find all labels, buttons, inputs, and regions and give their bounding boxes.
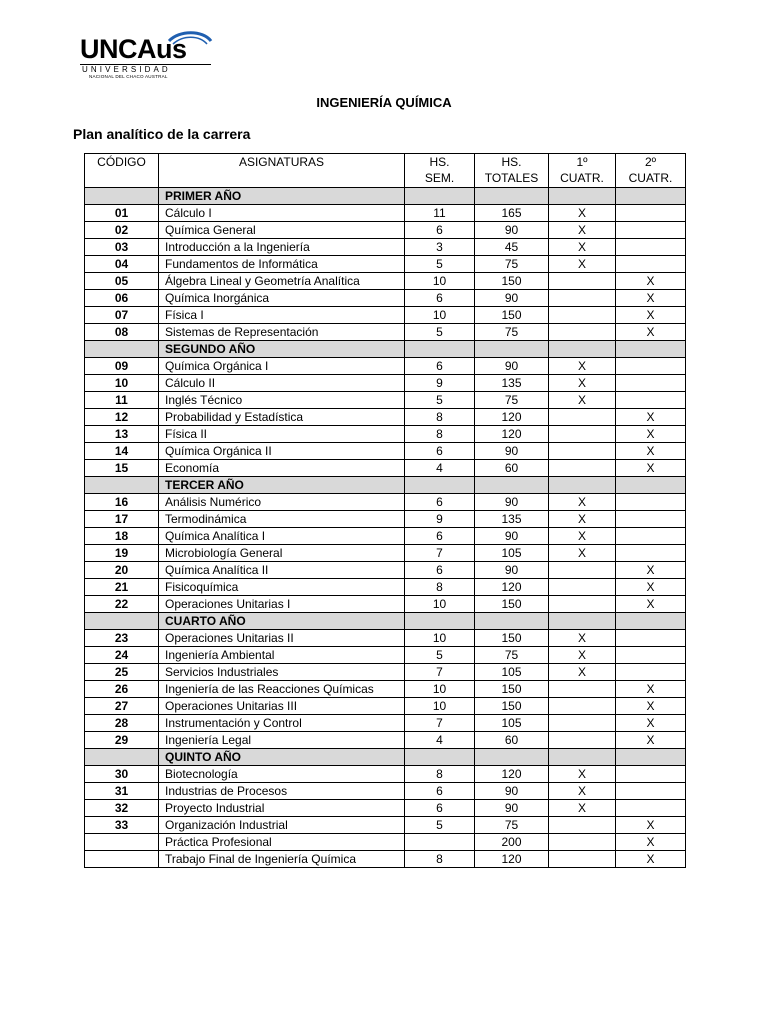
section-empty-cell	[549, 749, 616, 766]
course-code	[85, 851, 159, 868]
weekly-hours: 8	[405, 426, 475, 443]
first-term-mark: X	[549, 256, 616, 273]
section-empty-cell	[475, 188, 549, 205]
course-code: 10	[85, 375, 159, 392]
second-term-mark: X	[616, 732, 686, 749]
total-hours: 60	[475, 732, 549, 749]
table-row	[85, 239, 686, 256]
table-row	[85, 494, 686, 511]
course-name: Proyecto Industrial	[159, 800, 405, 817]
section-empty-cell	[616, 749, 686, 766]
course-name: Física I	[159, 307, 405, 324]
section-code-cell	[85, 188, 159, 205]
page-subtitle: Plan analítico de la carrera	[73, 126, 251, 142]
course-name: Introducción a la Ingeniería	[159, 239, 405, 256]
first-term-mark: X	[549, 494, 616, 511]
table-row	[85, 715, 686, 732]
table-row	[85, 409, 686, 426]
weekly-hours: 8	[405, 409, 475, 426]
course-code: 32	[85, 800, 159, 817]
weekly-hours: 4	[405, 732, 475, 749]
course-code: 06	[85, 290, 159, 307]
total-hours: 120	[475, 766, 549, 783]
second-term-mark	[616, 256, 686, 273]
table-row	[85, 290, 686, 307]
second-term-mark	[616, 358, 686, 375]
table-body	[85, 188, 686, 868]
table-row	[85, 375, 686, 392]
total-hours: 90	[475, 494, 549, 511]
section-empty-cell	[475, 477, 549, 494]
weekly-hours: 9	[405, 375, 475, 392]
course-name: Química Analítica II	[159, 562, 405, 579]
weekly-hours: 9	[405, 511, 475, 528]
total-hours: 90	[475, 528, 549, 545]
total-hours: 150	[475, 698, 549, 715]
course-code: 09	[85, 358, 159, 375]
first-term-mark	[549, 307, 616, 324]
total-hours: 90	[475, 358, 549, 375]
course-code: 19	[85, 545, 159, 562]
total-hours: 105	[475, 715, 549, 732]
course-name: Microbiología General	[159, 545, 405, 562]
course-name: Trabajo Final de Ingeniería Química	[159, 851, 405, 868]
table-row	[85, 664, 686, 681]
first-term-mark: X	[549, 766, 616, 783]
first-term-mark: X	[549, 239, 616, 256]
section-row	[85, 749, 686, 766]
section-title: CUARTO AÑO	[159, 613, 405, 630]
header-second-term: 2º CUATR.	[616, 154, 686, 188]
weekly-hours: 10	[405, 273, 475, 290]
weekly-hours: 6	[405, 358, 475, 375]
weekly-hours: 8	[405, 579, 475, 596]
section-empty-cell	[405, 341, 475, 358]
section-empty-cell	[549, 188, 616, 205]
first-term-mark	[549, 579, 616, 596]
course-code: 27	[85, 698, 159, 715]
logo-subtitle: UNIVERSIDAD	[82, 65, 171, 74]
weekly-hours: 6	[405, 222, 475, 239]
weekly-hours: 6	[405, 443, 475, 460]
total-hours: 90	[475, 783, 549, 800]
course-name: Álgebra Lineal y Geometría Analítica	[159, 273, 405, 290]
table-row	[85, 426, 686, 443]
course-code: 24	[85, 647, 159, 664]
course-name: Operaciones Unitarias III	[159, 698, 405, 715]
second-term-mark: X	[616, 290, 686, 307]
second-term-mark	[616, 528, 686, 545]
course-name: Operaciones Unitarias I	[159, 596, 405, 613]
section-empty-cell	[549, 613, 616, 630]
section-title: QUINTO AÑO	[159, 749, 405, 766]
section-empty-cell	[475, 341, 549, 358]
second-term-mark: X	[616, 324, 686, 341]
table-row	[85, 817, 686, 834]
total-hours: 75	[475, 647, 549, 664]
second-term-mark: X	[616, 443, 686, 460]
table-header-row	[85, 154, 686, 188]
course-code: 14	[85, 443, 159, 460]
total-hours: 150	[475, 630, 549, 647]
table-row	[85, 273, 686, 290]
weekly-hours: 10	[405, 596, 475, 613]
section-code-cell	[85, 749, 159, 766]
section-row	[85, 341, 686, 358]
first-term-mark: X	[549, 222, 616, 239]
total-hours: 75	[475, 392, 549, 409]
course-name: Cálculo II	[159, 375, 405, 392]
course-code	[85, 834, 159, 851]
header-hours-total: HS. TOTALES	[475, 154, 549, 188]
table-row	[85, 681, 686, 698]
first-term-mark	[549, 409, 616, 426]
second-term-mark	[616, 783, 686, 800]
course-name: Física II	[159, 426, 405, 443]
weekly-hours: 6	[405, 562, 475, 579]
second-term-mark	[616, 392, 686, 409]
first-term-mark	[549, 460, 616, 477]
first-term-mark: X	[549, 647, 616, 664]
section-row	[85, 477, 686, 494]
second-term-mark	[616, 511, 686, 528]
second-term-mark: X	[616, 698, 686, 715]
second-term-mark	[616, 800, 686, 817]
course-code: 02	[85, 222, 159, 239]
second-term-mark: X	[616, 715, 686, 732]
course-code: 13	[85, 426, 159, 443]
course-code: 29	[85, 732, 159, 749]
course-name: Cálculo I	[159, 205, 405, 222]
first-term-mark	[549, 443, 616, 460]
first-term-mark: X	[549, 375, 616, 392]
table-row	[85, 783, 686, 800]
weekly-hours: 10	[405, 698, 475, 715]
total-hours: 90	[475, 562, 549, 579]
course-code: 15	[85, 460, 159, 477]
first-term-mark: X	[549, 392, 616, 409]
first-term-mark	[549, 698, 616, 715]
table-row	[85, 596, 686, 613]
total-hours: 200	[475, 834, 549, 851]
table-row	[85, 732, 686, 749]
second-term-mark: X	[616, 834, 686, 851]
total-hours: 120	[475, 579, 549, 596]
second-term-mark: X	[616, 817, 686, 834]
first-term-mark: X	[549, 783, 616, 800]
first-term-mark	[549, 596, 616, 613]
first-term-mark: X	[549, 800, 616, 817]
header-code: CÓDIGO	[85, 154, 159, 188]
course-name: Industrias de Procesos	[159, 783, 405, 800]
study-plan-table	[84, 153, 686, 868]
weekly-hours: 5	[405, 324, 475, 341]
first-term-mark: X	[549, 545, 616, 562]
first-term-mark: X	[549, 630, 616, 647]
course-code: 07	[85, 307, 159, 324]
table-row	[85, 579, 686, 596]
course-code: 20	[85, 562, 159, 579]
header-hours-week: HS. SEM.	[405, 154, 475, 188]
section-empty-cell	[405, 749, 475, 766]
table-row	[85, 222, 686, 239]
second-term-mark: X	[616, 681, 686, 698]
second-term-mark	[616, 766, 686, 783]
section-empty-cell	[616, 341, 686, 358]
course-code: 21	[85, 579, 159, 596]
course-name: Operaciones Unitarias II	[159, 630, 405, 647]
first-term-mark	[549, 324, 616, 341]
first-term-mark	[549, 426, 616, 443]
course-name: Ingeniería de las Reacciones Químicas	[159, 681, 405, 698]
second-term-mark	[616, 494, 686, 511]
course-name: Fundamentos de Informática	[159, 256, 405, 273]
second-term-mark: X	[616, 460, 686, 477]
header-subject: ASIGNATURAS	[159, 154, 405, 188]
weekly-hours: 3	[405, 239, 475, 256]
weekly-hours: 10	[405, 307, 475, 324]
table-row	[85, 766, 686, 783]
first-term-mark: X	[549, 358, 616, 375]
table-row	[85, 443, 686, 460]
weekly-hours: 8	[405, 851, 475, 868]
weekly-hours: 7	[405, 715, 475, 732]
second-term-mark	[616, 630, 686, 647]
total-hours: 135	[475, 511, 549, 528]
university-logo	[80, 35, 220, 81]
section-empty-cell	[405, 613, 475, 630]
total-hours: 150	[475, 307, 549, 324]
total-hours: 90	[475, 222, 549, 239]
total-hours: 105	[475, 664, 549, 681]
first-term-mark: X	[549, 528, 616, 545]
first-term-mark	[549, 834, 616, 851]
section-empty-cell	[475, 613, 549, 630]
second-term-mark	[616, 647, 686, 664]
section-code-cell	[85, 341, 159, 358]
total-hours: 75	[475, 256, 549, 273]
total-hours: 120	[475, 426, 549, 443]
section-empty-cell	[616, 613, 686, 630]
first-term-mark: X	[549, 511, 616, 528]
total-hours: 90	[475, 800, 549, 817]
table-row	[85, 511, 686, 528]
section-code-cell	[85, 477, 159, 494]
course-code: 03	[85, 239, 159, 256]
weekly-hours: 7	[405, 664, 475, 681]
course-code: 23	[85, 630, 159, 647]
weekly-hours: 5	[405, 817, 475, 834]
course-code: 12	[85, 409, 159, 426]
course-name: Química Analítica I	[159, 528, 405, 545]
table-row	[85, 528, 686, 545]
second-term-mark: X	[616, 409, 686, 426]
second-term-mark: X	[616, 426, 686, 443]
total-hours: 105	[475, 545, 549, 562]
section-row	[85, 613, 686, 630]
total-hours: 75	[475, 324, 549, 341]
first-term-mark	[549, 681, 616, 698]
table-row	[85, 647, 686, 664]
weekly-hours: 5	[405, 256, 475, 273]
total-hours: 75	[475, 817, 549, 834]
weekly-hours: 6	[405, 290, 475, 307]
second-term-mark: X	[616, 596, 686, 613]
course-code: 33	[85, 817, 159, 834]
course-name: Economía	[159, 460, 405, 477]
course-code: 28	[85, 715, 159, 732]
total-hours: 150	[475, 596, 549, 613]
course-name: Práctica Profesional	[159, 834, 405, 851]
course-name: Probabilidad y Estadística	[159, 409, 405, 426]
course-name: Química Inorgánica	[159, 290, 405, 307]
course-code: 16	[85, 494, 159, 511]
course-name: Fisicoquímica	[159, 579, 405, 596]
second-term-mark: X	[616, 851, 686, 868]
section-empty-cell	[405, 188, 475, 205]
total-hours: 90	[475, 290, 549, 307]
course-name: Química Orgánica I	[159, 358, 405, 375]
course-code: 26	[85, 681, 159, 698]
table-row	[85, 800, 686, 817]
table-row	[85, 630, 686, 647]
section-title: TERCER AÑO	[159, 477, 405, 494]
first-term-mark	[549, 562, 616, 579]
page-title: INGENIERÍA QUÍMICA	[316, 95, 452, 110]
second-term-mark: X	[616, 579, 686, 596]
course-code: 31	[85, 783, 159, 800]
course-name: Servicios Industriales	[159, 664, 405, 681]
course-code: 11	[85, 392, 159, 409]
table-row	[85, 205, 686, 222]
table-row	[85, 460, 686, 477]
total-hours: 90	[475, 443, 549, 460]
first-term-mark	[549, 851, 616, 868]
table-row	[85, 545, 686, 562]
weekly-hours: 5	[405, 392, 475, 409]
table-row	[85, 698, 686, 715]
first-term-mark	[549, 290, 616, 307]
section-title: SEGUNDO AÑO	[159, 341, 405, 358]
section-row	[85, 188, 686, 205]
second-term-mark: X	[616, 562, 686, 579]
weekly-hours: 10	[405, 630, 475, 647]
course-name: Análisis Numérico	[159, 494, 405, 511]
course-code: 08	[85, 324, 159, 341]
table-row	[85, 256, 686, 273]
course-name: Química General	[159, 222, 405, 239]
section-empty-cell	[549, 341, 616, 358]
course-code: 30	[85, 766, 159, 783]
second-term-mark	[616, 375, 686, 392]
header-first-term: 1º CUATR.	[549, 154, 616, 188]
weekly-hours	[405, 834, 475, 851]
first-term-mark	[549, 715, 616, 732]
second-term-mark	[616, 545, 686, 562]
weekly-hours: 4	[405, 460, 475, 477]
second-term-mark	[616, 222, 686, 239]
second-term-mark	[616, 239, 686, 256]
course-name: Instrumentación y Control	[159, 715, 405, 732]
course-name: Química Orgánica II	[159, 443, 405, 460]
total-hours: 135	[475, 375, 549, 392]
course-code: 01	[85, 205, 159, 222]
course-name: Organización Industrial	[159, 817, 405, 834]
logo-tagline: NACIONAL DEL CHACO AUSTRAL	[89, 74, 168, 79]
course-name: Ingeniería Legal	[159, 732, 405, 749]
course-code: 22	[85, 596, 159, 613]
weekly-hours: 11	[405, 205, 475, 222]
course-code: 04	[85, 256, 159, 273]
weekly-hours: 6	[405, 528, 475, 545]
section-empty-cell	[475, 749, 549, 766]
weekly-hours: 6	[405, 800, 475, 817]
course-name: Inglés Técnico	[159, 392, 405, 409]
course-code: 25	[85, 664, 159, 681]
table-row	[85, 324, 686, 341]
course-code: 05	[85, 273, 159, 290]
section-title: PRIMER AÑO	[159, 188, 405, 205]
weekly-hours: 6	[405, 783, 475, 800]
section-empty-cell	[549, 477, 616, 494]
swoosh-icon	[165, 31, 213, 61]
second-term-mark: X	[616, 273, 686, 290]
total-hours: 120	[475, 851, 549, 868]
course-name: Biotecnología	[159, 766, 405, 783]
section-empty-cell	[405, 477, 475, 494]
first-term-mark: X	[549, 205, 616, 222]
first-term-mark: X	[549, 664, 616, 681]
second-term-mark	[616, 664, 686, 681]
total-hours: 60	[475, 460, 549, 477]
first-term-mark	[549, 273, 616, 290]
total-hours: 150	[475, 273, 549, 290]
total-hours: 150	[475, 681, 549, 698]
weekly-hours: 8	[405, 766, 475, 783]
section-empty-cell	[616, 188, 686, 205]
logo-wordmark: UNCAus	[80, 34, 187, 64]
total-hours: 165	[475, 205, 549, 222]
first-term-mark	[549, 817, 616, 834]
second-term-mark	[616, 205, 686, 222]
total-hours: 120	[475, 409, 549, 426]
section-empty-cell	[616, 477, 686, 494]
total-hours: 45	[475, 239, 549, 256]
table-row	[85, 392, 686, 409]
weekly-hours: 7	[405, 545, 475, 562]
course-code: 18	[85, 528, 159, 545]
table-row	[85, 307, 686, 324]
weekly-hours: 10	[405, 681, 475, 698]
table-row	[85, 562, 686, 579]
table-row	[85, 358, 686, 375]
table-row	[85, 851, 686, 868]
section-code-cell	[85, 613, 159, 630]
first-term-mark	[549, 732, 616, 749]
course-code: 17	[85, 511, 159, 528]
table-row	[85, 834, 686, 851]
course-name: Ingeniería Ambiental	[159, 647, 405, 664]
weekly-hours: 5	[405, 647, 475, 664]
course-name: Sistemas de Representación	[159, 324, 405, 341]
weekly-hours: 6	[405, 494, 475, 511]
course-name: Termodinámica	[159, 511, 405, 528]
second-term-mark: X	[616, 307, 686, 324]
